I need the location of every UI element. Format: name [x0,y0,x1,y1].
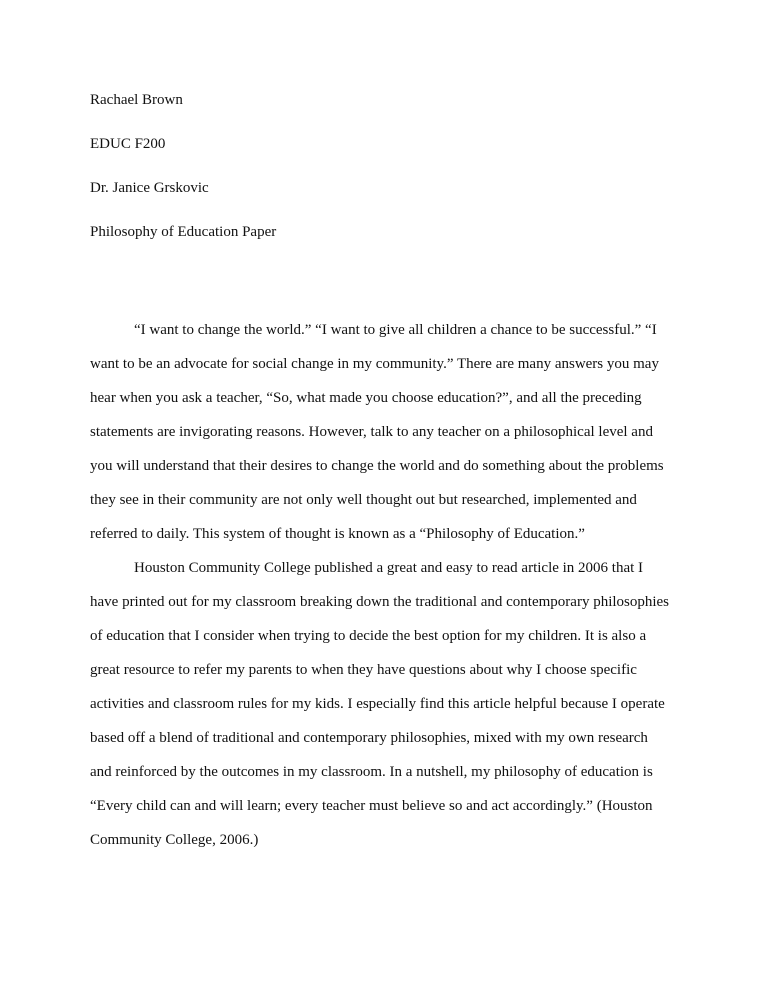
paragraph-line: “I want to change the world.” “I want to give all children a chance to be successful.” “I [134,322,657,338]
instructor-name: Dr. Janice Grskovic [90,180,209,196]
paragraph-line: based off a blend of traditional and contemporary philosophies, mixed with my own research [90,730,648,746]
paragraph-1 [90,313,682,551]
paper-title: Philosophy of Education Paper [90,224,277,240]
paragraph-line: “Every child can and will learn; every teacher must believe so and act accordingly.” (Houston [90,798,653,814]
paragraph-line: Houston Community College published a great and easy to read article in 2006 that I [134,560,644,576]
course-code: EDUC F200 [90,136,166,152]
paragraph-line: and reinforced by the outcomes in my classroom. In a nutshell, my philosophy of education is [90,764,653,780]
paragraph-line: activities and classroom rules for my kids. I especially find this article helpful because I operate [90,696,665,712]
paragraph-line: they see in their community are not only well thought out but researched, implemented and [90,492,637,508]
paragraph-line: Community College, 2006.) [90,832,259,848]
paragraph-line: have printed out for my classroom breaking down the traditional and contemporary philosophies [90,594,670,610]
paragraph-line: of education that I consider when trying to decide the best option for my children. It is also a [90,628,647,644]
paragraph-line: hear when you ask a teacher, “So, what made you choose education?”, and all the preceding [90,390,642,406]
paragraph-line: you will understand that their desires to change the world and do something about the problems [90,458,664,474]
paragraph-line: great resource to refer my parents to when they have questions about why I choose specific [90,662,637,678]
author-name: Rachael Brown [90,92,183,108]
paper-heading [90,89,690,265]
paper-body [90,313,682,857]
paragraph-line: statements are invigorating reasons. However, talk to any teacher on a philosophical level and [90,424,653,440]
paragraph-2 [90,551,682,857]
paragraph-line: referred to daily. This system of thought is known as a “Philosophy of Education.” [90,526,585,542]
paragraph-line: want to be an advocate for social change in my community.” There are many answers you may [90,356,659,372]
